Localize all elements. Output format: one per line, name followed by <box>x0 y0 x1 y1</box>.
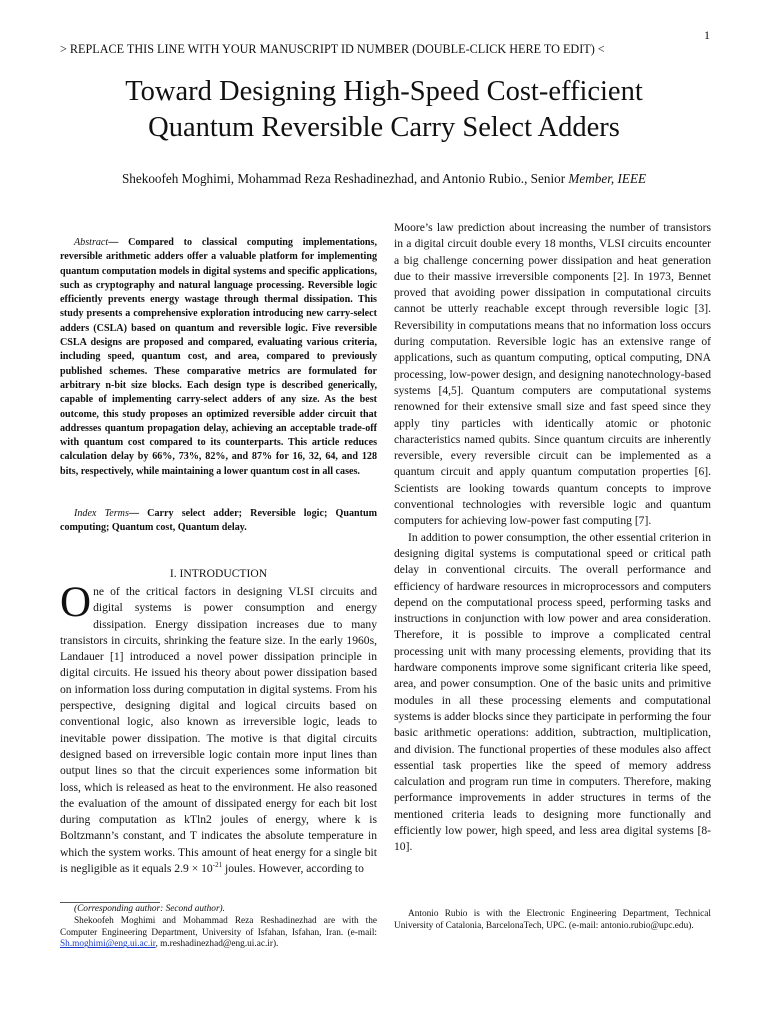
affiliation-text: Shekoofeh Moghimi and Mohammad Reza Reshadinezhad are with the Computer Engineering Department, University of Isfahan, Isfahan, Iran. (e-mail: <box>60 915 377 938</box>
intro-text: ne of the critical factors in designing VLSI circuits and digital systems is power consumption and energy dissipation. Energy dissipation increases due to many transistors in circuits, shrinking the feature size. In the early 1960s, Landauer [1] introduced a novel power dissipation principle in digital circuits. He issued his theory about power dissipation based on information loss during computation in digital systems. From his perspective, designing digital and logical circuits based on conventional logic, also known as irreversible logic, leads to inevitable power dissipation. The motive is that digital circuits designed based on irreversible logic contain more input lines than output lines so that the circuit experiences some information bit loss, which is released as heat to the environment. He also reasoned the evaluation of the amount of dissipated energy for each bit lost during computation as kTln2 joules of energy, where k is Boltzmann’s constant, and T indicates the absolute temperature in which the system works. This amount of heat energy for a single bit is negligible as it equals 2.9 × 10 <box>60 585 377 876</box>
drop-cap: O <box>60 579 92 626</box>
intro-exponent: -21 <box>212 861 223 870</box>
corresponding-author-note: (Corresponding author: Second author). <box>74 904 225 914</box>
paragraph-moores-law: Moore’s law prediction about increasing the number of transistors in a digital circuit double every 18 months, VLSI circuits encounter a big challenge concerning power dissipation and heat generation due to their massive irreversible components [2]. In 1973, Bennet proved that avoiding power dissipation in computational circuits cannot be utterly reachable except through reversible logic [3]. Reversibility in computations means that no information loss occurs during computation. Reversible logic has an extensive range of applications, such as quantum computing, optical computing, DNA processing, low-power design, and designing nanotechnology-based systems [4,5]. Quantum computers are computational systems renowned for their extensive small size and fast speed since they apply tiny particles with identically atomic or photonic characteristics named qubits. Since quantum circuits are inherently reversible, every reversible circuit can be implemented as a quantum circuit and apply quantum computation properties [6]. Scientists are looking towards quantum concepts to improve conventional technologies with reversible logic and quantum computers for achieving low-power fast computing [7]. <box>394 221 711 528</box>
paragraph-computational-speed: In addition to power consumption, the other essential criterion in designing digital systems is computational speed or critical path delay in conventional circuits. The overall performance and efficiency of hardware resources in microprocessors and computers depend on the computational process speed, performing tasks and instructions in conjunction with low power and area consideration. Therefore, it is possible to improve a complicated central processing unit with many processing elements, providing that its hardware components improve some significant criteria like speed, area, and power consumption. One of the basic units and primitive modules in all these processing elements and computational systems is adder blocks since they participate in performing the four basic arithmetic operations: addition, subtraction, multiplication, and division. The functional properties of these modules also affect essential task properties like the speed of memory address calculation and program run time in computers. Therefore, making performance improvements in adder structures in terms of the mentioned criteria leads to designing more functionally and efficiently low power, high speed, and less area digital systems [8-10]. <box>394 530 711 854</box>
email-link[interactable]: Sh.moghimi@eng.ui.ac.ir <box>60 939 156 950</box>
footnote-left <box>60 904 377 951</box>
author-names: Shekoofeh Moghimi, Mohammad Reza Reshadinezhad, and Antonio Rubio., Senior <box>121 171 569 186</box>
footnote-right <box>394 909 711 933</box>
abstract-label: Abstract <box>74 237 109 248</box>
abstract-section <box>60 236 377 479</box>
paper-title <box>40 74 728 146</box>
page-number: 1 <box>704 28 710 42</box>
abstract-text: — Compared to classical computing implementations, reversible arithmetic adders offer a valuable platform for implementing quantum computation models in digital systems and specific applications, such as cryptography and natural language processing. Reversible logic efficiently prevents energy wastage through thermal dissipation. This study presents a comprehensive exploration introducing new carry-select adders (CSLA) based on quantum and reversible logic. Five reversible CSLA designs are proposed and compared, evaluating various criteria, including speed, quantum cost, and area, compared to previously published schemes. These comparative metrics are formulated for arbitrary n-bit size blocks. Each design type is described generically, capable of implementing carry-select adders of any size. As the best outcome, this study proposes an optimized reversible adder circuit that addresses quantum propagation delay, achieving an acceptable trade-off with quantum cost compared to its counterparts. This article reduces calculation delay by 66%, 73%, 82%, and 87% for 16, 32, 64, and 128 bits, respectively, while maintaining a lower quantum cost in all cases. <box>60 237 377 477</box>
title-line-1: Toward Designing High-Speed Cost-efficient <box>125 76 643 107</box>
author-membership: Member, IEEE <box>568 171 647 186</box>
intro-text-end: joules. However, according to <box>222 862 364 876</box>
author-list <box>40 171 728 187</box>
affiliation-text-end: , m.reshadinezhad@eng.ui.ac.ir). <box>155 939 279 950</box>
right-column-body <box>394 220 711 856</box>
index-terms-section <box>60 507 377 536</box>
index-terms-text: — Carry select adder; Reversible logic; Quantum computing; Quantum cost, Quantum delay. <box>60 508 377 534</box>
section-heading-introduction: I. INTRODUCTION <box>169 567 268 580</box>
index-terms-label: Index Terms <box>74 508 129 519</box>
rubio-affiliation: Antonio Rubio is with the Electronic Engineering Department, Technical University of Catalonia, BarcelonaTech, UPC. (e-mail: antonio.rubio@upc.edu). <box>394 909 711 931</box>
manuscript-id-header[interactable]: > REPLACE THIS LINE WITH YOUR MANUSCRIPT ID NUMBER (DOUBLE-CLICK HERE TO EDIT) < <box>60 42 605 56</box>
title-line-2: Quantum Reversible Carry Select Adders <box>148 112 620 143</box>
introduction-body <box>60 579 377 877</box>
footnote-divider <box>60 902 160 903</box>
